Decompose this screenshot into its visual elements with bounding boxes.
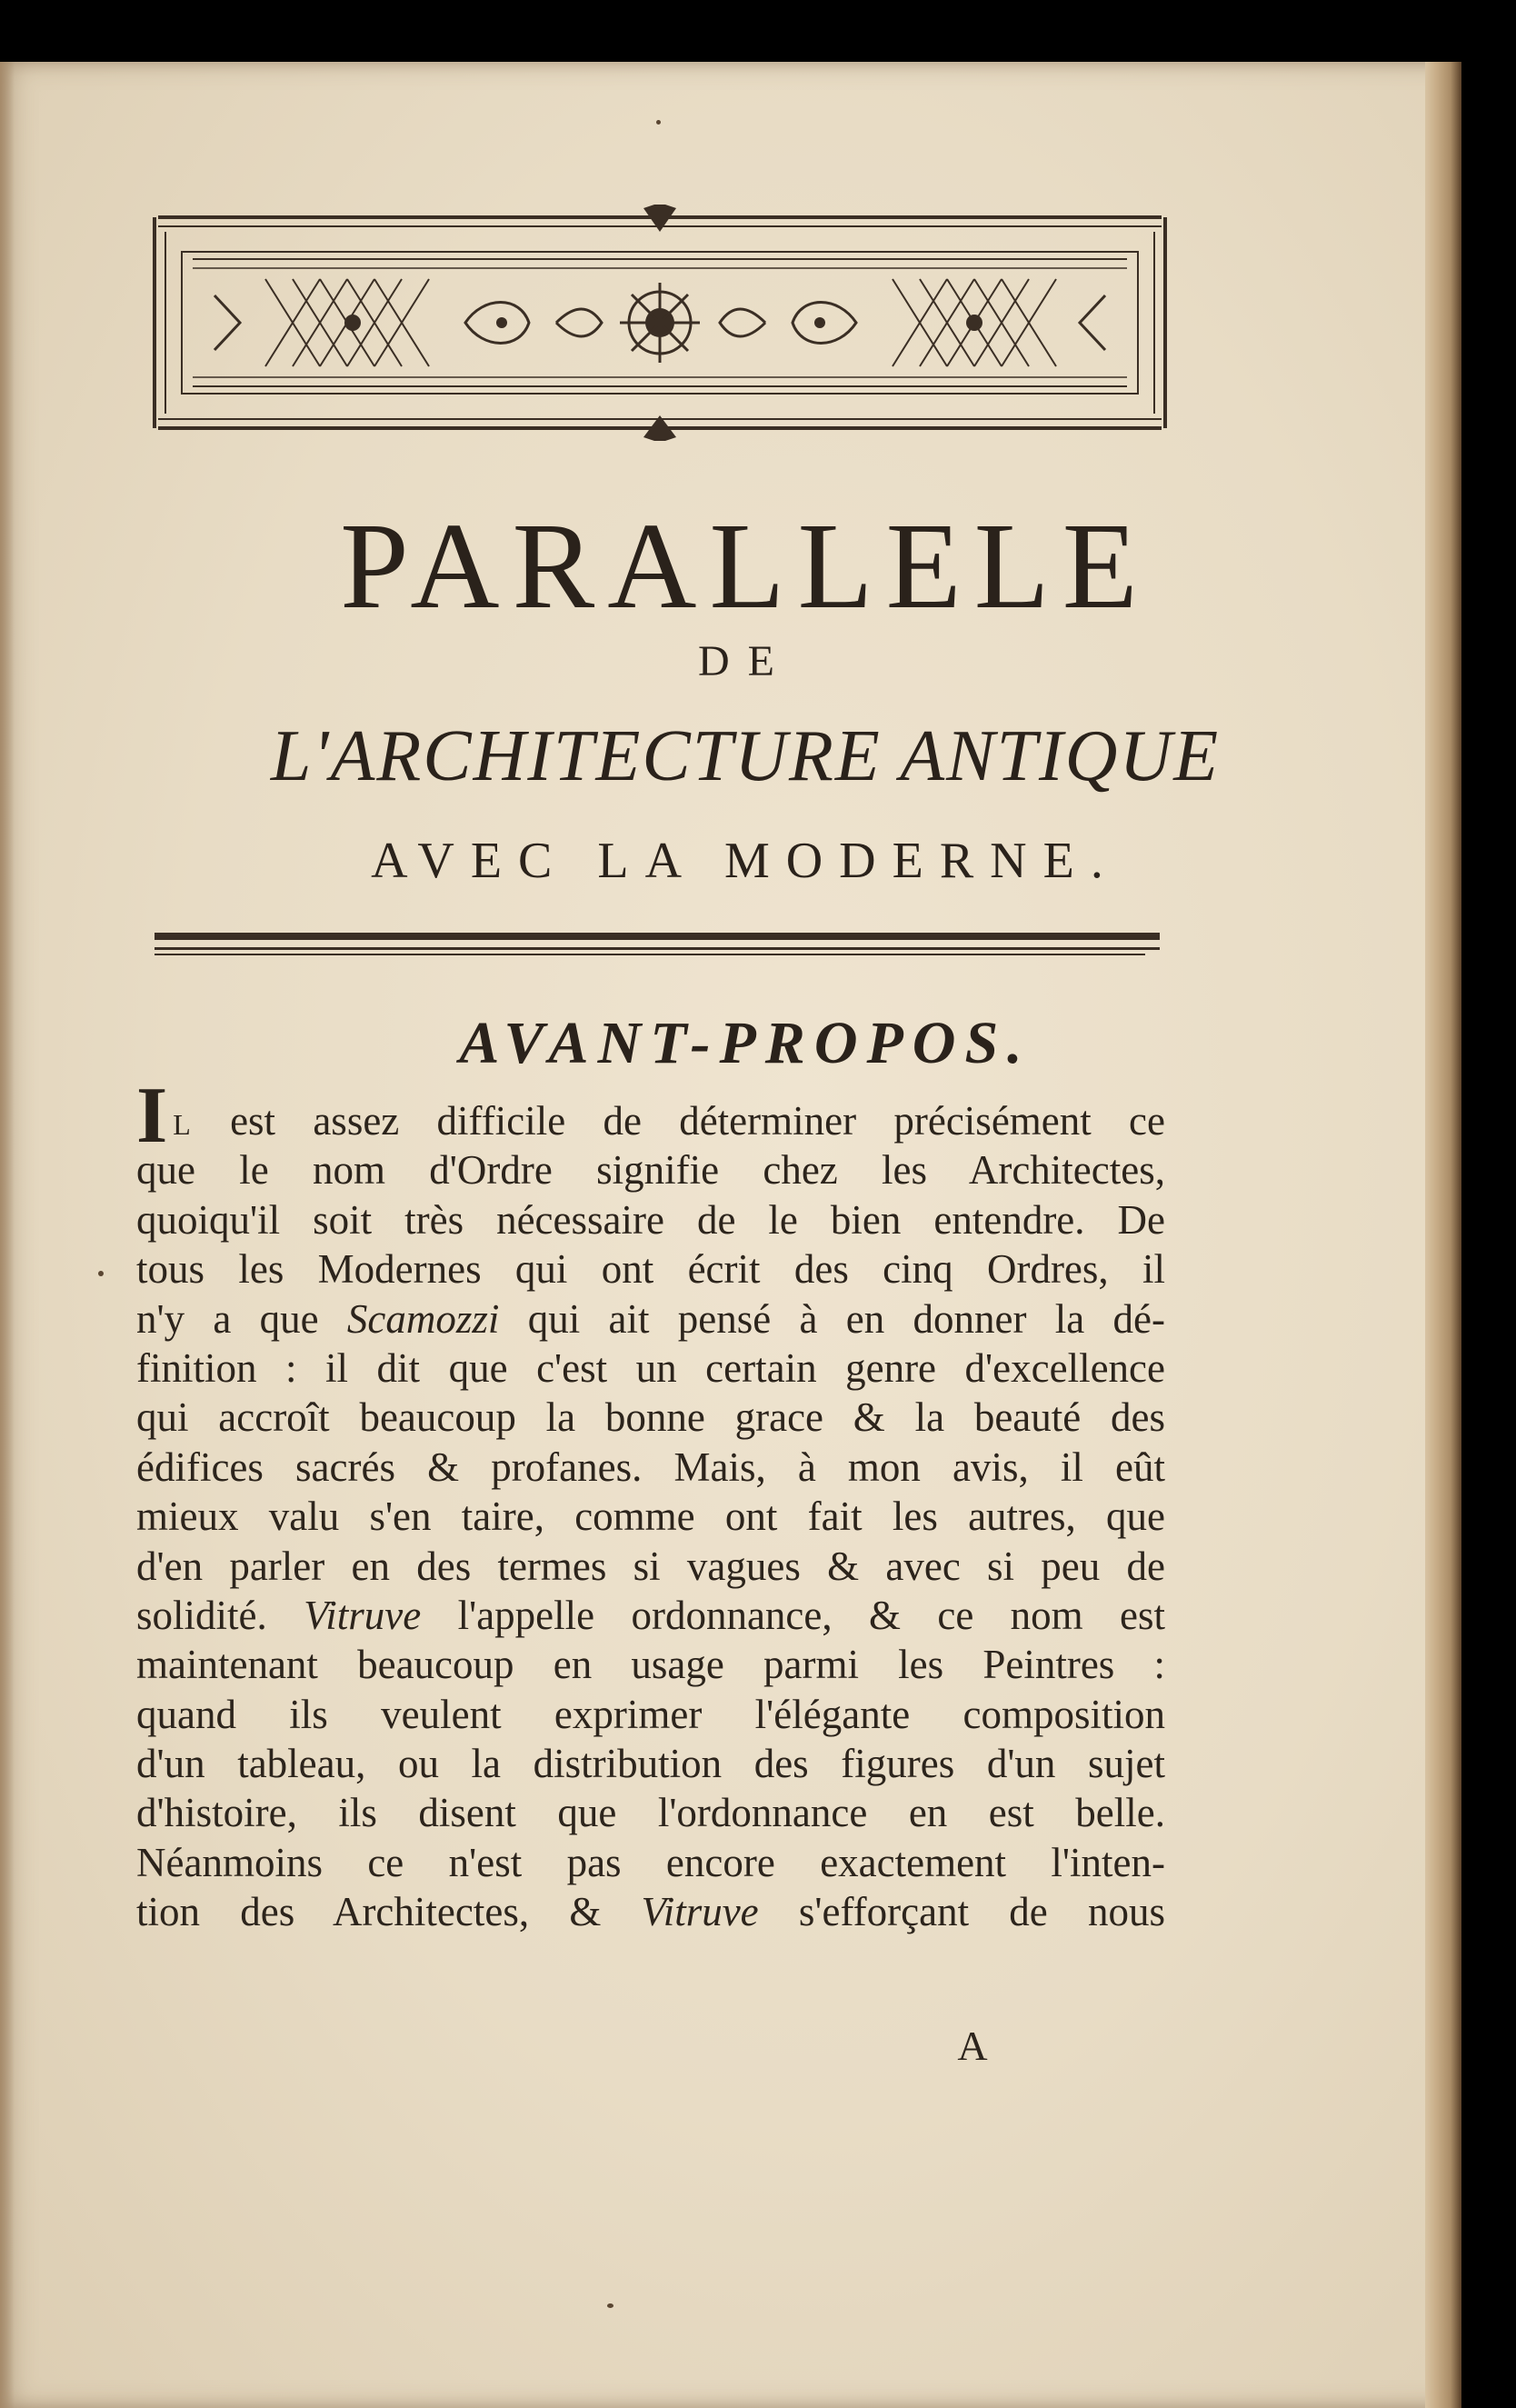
body-paragraph: [136, 1072, 1166, 1937]
text-run: l'appelle ordonnance, & ce nom est: [421, 1592, 1165, 1638]
text-run: mieux valu s'en taire, comme ont fait les autres, que: [136, 1494, 1165, 1540]
ornamental-headpiece-icon: [138, 205, 1182, 441]
text-line: [136, 1591, 1165, 1640]
text-line: [136, 1739, 1165, 1788]
text-line: [136, 1788, 1165, 1837]
text-run: d'histoire, ils disent que l'ordonnance en est belle.: [136, 1790, 1165, 1836]
signature-mark: A: [957, 2023, 988, 2069]
page-gutter-shadow: [0, 62, 15, 2408]
paper-speck: [607, 2303, 613, 2308]
text-line: [136, 1838, 1165, 1887]
text-line: [136, 1072, 1165, 1160]
text-line: [136, 1294, 1165, 1344]
text-line: [136, 1195, 1165, 1244]
text-run: édifices sacrés & profanes. Mais, à mon avis, il eût: [136, 1444, 1165, 1490]
text-run: que le nom d'Ordre signifie chez les Architectes,: [136, 1147, 1165, 1194]
title-subtitle: L'ARCHITECTURE ANTIQUE: [270, 716, 1221, 796]
text-run: d'un tableau, ou la distribution des figures d'un sujet: [136, 1741, 1165, 1787]
text-run: quand ils veulent exprimer l'élégante composition: [136, 1691, 1165, 1737]
text-run: s'efforçant de nous: [758, 1889, 1166, 1935]
drop-cap: I: [136, 1072, 168, 1160]
paper-speck: [98, 1271, 104, 1276]
text-line: [136, 1244, 1165, 1294]
text-run: qui accroît beaucoup la bonne grace & la beauté des: [136, 1394, 1165, 1441]
text-line: [136, 1690, 1165, 1739]
text-run: Néanmoins ce n'est pas encore exactement l'inten-: [136, 1839, 1165, 1885]
text-line: [136, 1145, 1165, 1194]
text-run: qui ait pensé à en donner la dé-: [499, 1295, 1165, 1342]
double-rule-divider: [155, 929, 1160, 965]
text-run: n'y a que: [136, 1295, 347, 1342]
title-de: DE: [698, 637, 793, 685]
page-edge: [1425, 62, 1461, 2408]
title-main: PARALLELE: [340, 498, 1151, 634]
text-run: Scamozzi: [346, 1295, 500, 1342]
text-line: [136, 1492, 1165, 1541]
text-run: tous les Modernes qui ont écrit des cinq Ordres, il: [136, 1246, 1165, 1293]
text-run: Vitruve: [641, 1889, 759, 1935]
text-run: est assez difficile de déterminer précisément ce: [192, 1098, 1165, 1144]
text-run: d'en parler en des termes si vagues & avec si peu de: [136, 1543, 1165, 1589]
text-run: l: [173, 1098, 193, 1144]
text-run: Vitruve: [304, 1592, 422, 1638]
text-line: [136, 1542, 1165, 1591]
section-heading: AVANT-PROPOS.: [459, 1010, 1032, 1076]
text-line: [136, 1443, 1165, 1492]
text-run: maintenant beaucoup en usage parmi les Peintres :: [136, 1642, 1165, 1688]
text-line: [136, 1887, 1165, 1936]
text-run: solidité.: [136, 1592, 304, 1638]
text-line: [136, 1344, 1165, 1393]
paper-speck: [656, 120, 661, 125]
text-line: [136, 1393, 1165, 1442]
text-run: tion des Architectes, &: [136, 1889, 642, 1935]
text-run: quoiqu'il soit très nécessaire de le bien entendre. De: [136, 1196, 1165, 1243]
text-line: [136, 1640, 1165, 1689]
title-avec: AVEC LA MODERNE.: [371, 833, 1120, 889]
text-run: finition : il dit que c'est un certain genre d'excellence: [136, 1344, 1165, 1391]
